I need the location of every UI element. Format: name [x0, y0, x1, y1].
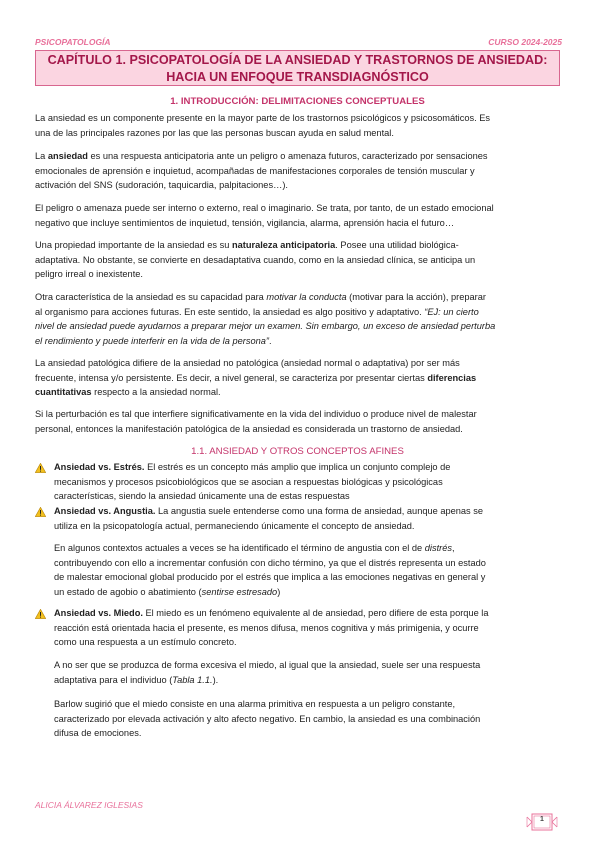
text-line: negativo que incluye sentimientos de inquietud, tensión, vigilancia, alarma, aprensión hacia el futuro…	[35, 217, 455, 228]
sub-paragraph-barlow	[54, 697, 560, 741]
text-span: . Posee una utilidad biológica-	[335, 240, 459, 250]
bold-term: Ansiedad vs. Miedo.	[54, 608, 143, 618]
bullet-text	[54, 504, 560, 533]
warning-icon	[35, 507, 46, 517]
text-span: ).	[212, 674, 219, 685]
text-line: activación del SNS (sudoración, taquicardia, palpitaciones…).	[35, 180, 288, 191]
text-span: respecto a la ansiedad normal.	[91, 387, 221, 398]
warning-icon	[35, 609, 46, 619]
text-span: La angustia suele entenderse como una forma de ansiedad, aunque apenas se	[155, 506, 484, 516]
text-span: Una propiedad importante de la ansiedad es su	[35, 240, 232, 250]
italic-example: “EJ: un cierto	[424, 306, 479, 317]
text-line: caracterizado por elevada activación y alto afecto negativo. En cambio, la ansiedad es una combinación	[54, 713, 481, 724]
section-heading-introduccion: 1. INTRODUCCIÓN: DELIMITACIONES CONCEPTUALES	[170, 96, 425, 107]
text-span: El estrés es un concepto más amplio que implica un conjunto complejo de	[144, 462, 451, 472]
text-line: Si la perturbación es tal que interfiere significativamente en la vida del individuo o produce nivel de malestar	[35, 409, 477, 419]
text-line	[54, 673, 560, 688]
text-line: contribuyendo con ello a incrementar confusión con dicho término, ya que el distrés representa un estado	[54, 557, 486, 568]
text-span: es una respuesta anticipatoria ante un peligro o amenaza futuros, caracterizado por sensaciones	[87, 151, 488, 161]
text-line: La ansiedad es un componente presente en la mayor parte de los trastornos psicológicos y psicosomáticos. Es	[35, 113, 491, 123]
text-span: La	[35, 151, 48, 161]
chapter-title-line1: CAPÍTULO 1. PSICOPATOLOGÍA DE LA ANSIEDAD Y TRASTORNOS DE ANSIEDAD:	[47, 53, 548, 67]
text-line: emocionales de aprensión e inquietud, acompañadas de manifestaciones corporales de tensión muscular y	[35, 165, 475, 176]
text-line: adaptativa. No obstante, se convierte en desadaptativa cuando, como en la ansiedad clínica, se anticipa un	[35, 254, 476, 265]
text-line	[54, 606, 560, 621]
warning-icon	[35, 463, 46, 473]
text-span: )	[277, 586, 281, 597]
text-span: (motivar para la acción), preparar	[346, 292, 486, 302]
text-span: al organismo para acciones futuras. En este sentido, la ansiedad es algo positivo y adaptativo.	[35, 306, 425, 317]
text-line: difusa de emociones.	[54, 728, 142, 739]
text-line: de malestar emocional global producido por el estrés que implica a las emociones negativas en general y	[54, 572, 486, 583]
page-number: 1	[540, 816, 544, 823]
paragraph-6	[35, 356, 560, 400]
text-line: El peligro o amenaza puede ser interno o externo, real o imaginario. Se trata, por tanto, de un estado emocional	[35, 203, 494, 213]
text-span: ,	[452, 543, 455, 553]
text-line	[35, 371, 560, 386]
bold-term-cuantitativas: cuantitativas	[35, 387, 92, 398]
text-span: adaptativa para el individuo (	[54, 674, 173, 685]
text-line: reacción está orientada hacia el presente, es menos difusa, menos cognitiva y más primigenia, y ocurre	[54, 622, 479, 633]
chapter-title	[35, 50, 560, 86]
text-span: .	[268, 335, 272, 346]
text-span: Otra característica de la ansiedad es su capacidad para	[35, 292, 267, 302]
text-line: La ansiedad patológica difiere de la ansiedad no patológica (ansiedad normal o adaptativa) por ser más	[35, 358, 460, 368]
bold-term: Ansiedad vs. Angustia.	[54, 506, 156, 516]
text-span: frecuente, intensa y/o persistente. Es decir, a nivel general, se caracteriza por presentar ciertas	[35, 372, 428, 383]
text-span: un estado de agobio o abatimiento (	[54, 586, 202, 597]
section-heading-ansiedad-conceptos-afines: 1.1. ANSIEDAD Y OTROS CONCEPTOS AFINES	[191, 446, 404, 457]
text-line	[35, 238, 560, 253]
text-line: utiliza en la psicopatología actual, permaneciendo únicamente el concepto de ansiedad.	[54, 520, 415, 531]
header-course: CURSO 2024-2025	[488, 37, 562, 47]
text-line	[54, 504, 560, 519]
text-line: como una respuesta a un estímulo concreto.	[54, 637, 237, 648]
paragraph-4	[35, 238, 560, 282]
bold-term-diferencias: diferencias	[427, 372, 477, 383]
bold-term-naturaleza-anticipatoria: naturaleza anticipatoria	[231, 240, 336, 250]
bold-term-ansiedad: ansiedad	[47, 151, 88, 161]
paragraph-1	[35, 111, 560, 140]
italic-term: motivar la conducta	[266, 292, 347, 302]
text-line: peligro irreal o inexistente.	[35, 269, 143, 280]
page-header	[35, 37, 562, 49]
footer-author: ALICIA ÁLVAREZ IGLESIAS	[35, 800, 143, 810]
table-reference: Tabla 1.1.	[172, 674, 213, 685]
chapter-title-line2: HACIA UN ENFOQUE TRANSDIAGNÓSTICO	[166, 69, 429, 84]
bold-term: Ansiedad vs. Estrés.	[54, 462, 145, 472]
sub-paragraph-distres	[54, 541, 560, 599]
text-line	[54, 585, 560, 600]
text-line	[35, 385, 560, 400]
text-line: personal, entonces la manifestación patológica de la ansiedad es considerada un trastorno de ansiedad.	[35, 423, 463, 434]
text-line: una de las principales razones por las que las personas buscan ayuda en salud mental.	[35, 127, 394, 138]
italic-term: distrés	[424, 543, 452, 553]
text-line: características, siendo la ansiedad únicamente una de estas respuestas	[54, 491, 350, 502]
text-line: Barlow sugirió que el miedo consiste en una alarma primitiva en respuesta a un peligro constante,	[54, 699, 456, 709]
text-line	[35, 305, 560, 320]
italic-example: el rendimiento y puede interferir en la vida de la persona”	[35, 335, 269, 346]
text-line	[35, 319, 560, 334]
text-line	[54, 460, 560, 475]
paragraph-7	[35, 407, 560, 436]
bullet-text	[54, 460, 560, 504]
text-line	[54, 541, 560, 556]
paragraph-3	[35, 201, 560, 230]
italic-example: nivel de ansiedad puede ayudarnos a preparar mejor un examen. Sin embargo, un exceso de ansiedad perturba	[35, 321, 496, 332]
text-line	[35, 149, 560, 164]
italic-term: sentirse estresado	[201, 586, 278, 597]
text-line: mecanismos y procesos psicobiológicos que se asocian a respuestas biológicas y psicológicas	[54, 476, 443, 487]
page-number-badge	[525, 811, 559, 833]
header-subject: PSICOPATOLOGÍA	[35, 37, 111, 47]
paragraph-2	[35, 149, 560, 193]
text-line	[35, 290, 560, 305]
text-span: El miedo es un fenómeno equivalente al de ansiedad, pero difiere de esta porque la	[142, 608, 489, 618]
text-line	[35, 334, 560, 349]
sub-paragraph-miedo-adaptativo	[54, 658, 560, 687]
text-line: A no ser que se produzca de forma excesiva el miedo, al igual que la ansiedad, suele ser una respuesta	[54, 660, 481, 670]
paragraph-5	[35, 290, 560, 348]
text-span: En algunos contextos actuales a veces se ha identificado el término de angustia con el de	[54, 543, 425, 553]
bullet-text	[54, 606, 560, 650]
